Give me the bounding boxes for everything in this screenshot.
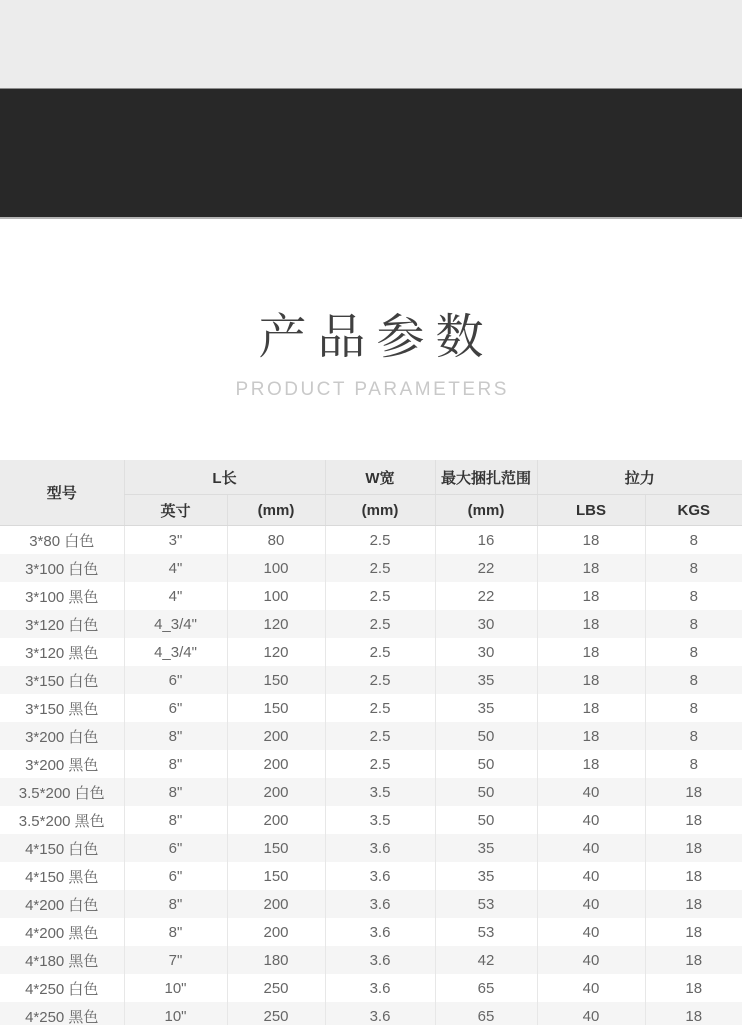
range-mm-cell: 35 — [435, 862, 537, 890]
width-mm-cell: 3.6 — [325, 862, 435, 890]
col-header-range-mm: (mm) — [435, 495, 537, 526]
col-header-width-group: W宽 — [325, 460, 435, 495]
length-inch-cell: 8" — [124, 778, 227, 806]
width-mm-cell: 2.5 — [325, 722, 435, 750]
kgs-cell: 8 — [645, 638, 742, 666]
length-mm-cell: 80 — [227, 526, 325, 555]
model-cell: 3*150 黑色 — [25, 700, 99, 718]
lbs-cell: 18 — [537, 666, 645, 694]
range-mm-cell: 35 — [435, 694, 537, 722]
dark-banner-band — [0, 89, 742, 219]
col-header-inch: 英寸 — [124, 495, 227, 526]
model-cell: 4*180 黑色 — [25, 952, 99, 970]
table-row — [0, 862, 742, 890]
length-inch-cell: 8" — [124, 890, 227, 918]
length-inch-cell: 6" — [124, 694, 227, 722]
model-cell: 3*80 白色 — [29, 532, 95, 550]
page-subtitle: PRODUCT PARAMETERS — [235, 379, 509, 400]
model-cell: 3*120 白色 — [25, 616, 99, 634]
width-mm-cell: 3.6 — [325, 890, 435, 918]
kgs-cell: 8 — [645, 554, 742, 582]
range-mm-cell: 50 — [435, 750, 537, 778]
table-header — [0, 460, 742, 526]
length-inch-cell: 6" — [124, 862, 227, 890]
model-cell: 3.5*200 黑色 — [18, 812, 105, 830]
length-inch-cell: 8" — [124, 722, 227, 750]
range-mm-cell: 22 — [435, 582, 537, 610]
length-mm-cell: 200 — [227, 806, 325, 834]
range-mm-cell: 53 — [435, 890, 537, 918]
lbs-cell: 18 — [537, 610, 645, 638]
page-title: 产品参数 — [258, 311, 495, 364]
col-header-range-group: 最大捆扎范围 — [435, 460, 537, 495]
model-cell: 3*100 黑色 — [25, 588, 99, 606]
length-mm-cell: 250 — [227, 1002, 325, 1025]
length-inch-cell: 4_3/4" — [124, 638, 227, 666]
section-header — [0, 311, 742, 400]
kgs-cell: 18 — [645, 918, 742, 946]
width-mm-cell: 2.5 — [325, 666, 435, 694]
range-mm-cell: 16 — [435, 526, 537, 555]
lbs-cell: 40 — [537, 834, 645, 862]
length-mm-cell: 120 — [227, 610, 325, 638]
length-inch-cell: 8" — [124, 750, 227, 778]
col-header-length-group: L长 — [124, 460, 325, 495]
table-row — [0, 610, 742, 638]
table-row — [0, 834, 742, 862]
width-mm-cell: 2.5 — [325, 582, 435, 610]
model-cell: 3*100 白色 — [25, 560, 99, 578]
kgs-cell: 18 — [645, 834, 742, 862]
col-header-lbs: LBS — [537, 495, 645, 526]
length-mm-cell: 100 — [227, 554, 325, 582]
range-mm-cell: 65 — [435, 1002, 537, 1025]
lbs-cell: 18 — [537, 526, 645, 555]
length-inch-cell: 4" — [124, 582, 227, 610]
width-mm-cell: 2.5 — [325, 610, 435, 638]
table-row — [0, 554, 742, 582]
range-mm-cell: 50 — [435, 722, 537, 750]
range-mm-cell: 53 — [435, 918, 537, 946]
kgs-cell: 8 — [645, 526, 742, 555]
model-cell: 4*250 白色 — [25, 980, 99, 998]
range-mm-cell: 30 — [435, 610, 537, 638]
lbs-cell: 18 — [537, 554, 645, 582]
lbs-cell: 40 — [537, 778, 645, 806]
length-inch-cell: 10" — [124, 974, 227, 1002]
width-mm-cell: 3.6 — [325, 834, 435, 862]
length-mm-cell: 200 — [227, 778, 325, 806]
model-cell: 4*250 黑色 — [25, 1008, 99, 1025]
range-mm-cell: 30 — [435, 638, 537, 666]
top-gray-band — [0, 0, 742, 89]
lbs-cell: 40 — [537, 806, 645, 834]
table-row — [0, 1002, 742, 1025]
width-mm-cell: 2.5 — [325, 694, 435, 722]
table-row — [0, 974, 742, 1002]
kgs-cell: 8 — [645, 666, 742, 694]
table-row — [0, 722, 742, 750]
kgs-cell: 18 — [645, 974, 742, 1002]
lbs-cell: 18 — [537, 750, 645, 778]
kgs-cell: 18 — [645, 890, 742, 918]
table-row — [0, 694, 742, 722]
length-inch-cell: 4" — [124, 554, 227, 582]
col-header-length-mm: (mm) — [227, 495, 325, 526]
length-mm-cell: 250 — [227, 974, 325, 1002]
model-cell: 3*200 白色 — [25, 728, 99, 746]
kgs-cell: 18 — [645, 946, 742, 974]
width-mm-cell: 2.5 — [325, 750, 435, 778]
table-row — [0, 638, 742, 666]
range-mm-cell: 42 — [435, 946, 537, 974]
model-cell: 4*200 白色 — [25, 896, 99, 914]
lbs-cell: 18 — [537, 638, 645, 666]
length-inch-cell: 4_3/4" — [124, 610, 227, 638]
width-mm-cell: 2.5 — [325, 526, 435, 555]
lbs-cell: 18 — [537, 694, 645, 722]
parameters-table — [0, 460, 742, 1025]
table-row — [0, 778, 742, 806]
model-cell: 4*150 白色 — [25, 840, 99, 858]
header-group-row — [0, 460, 742, 495]
kgs-cell: 8 — [645, 694, 742, 722]
width-mm-cell: 2.5 — [325, 554, 435, 582]
kgs-cell: 8 — [645, 610, 742, 638]
col-header-width-mm: (mm) — [325, 495, 435, 526]
width-mm-cell: 2.5 — [325, 638, 435, 666]
lbs-cell: 40 — [537, 862, 645, 890]
lbs-cell: 40 — [537, 946, 645, 974]
length-mm-cell: 200 — [227, 750, 325, 778]
length-inch-cell: 6" — [124, 666, 227, 694]
model-cell: 4*150 黑色 — [25, 868, 99, 886]
length-mm-cell: 200 — [227, 918, 325, 946]
range-mm-cell: 22 — [435, 554, 537, 582]
range-mm-cell: 35 — [435, 834, 537, 862]
length-inch-cell: 8" — [124, 918, 227, 946]
lbs-cell: 40 — [537, 1002, 645, 1025]
width-mm-cell: 3.6 — [325, 918, 435, 946]
kgs-cell: 18 — [645, 862, 742, 890]
lbs-cell: 40 — [537, 918, 645, 946]
length-mm-cell: 200 — [227, 722, 325, 750]
table-row — [0, 806, 742, 834]
length-mm-cell: 150 — [227, 666, 325, 694]
table-body — [0, 526, 742, 1025]
kgs-cell: 18 — [645, 806, 742, 834]
kgs-cell: 18 — [645, 778, 742, 806]
length-inch-cell: 7" — [124, 946, 227, 974]
range-mm-cell: 50 — [435, 806, 537, 834]
lbs-cell: 18 — [537, 722, 645, 750]
width-mm-cell: 3.6 — [325, 974, 435, 1002]
table-row — [0, 666, 742, 694]
col-header-kgs: KGS — [645, 495, 742, 526]
length-inch-cell: 8" — [124, 806, 227, 834]
length-mm-cell: 150 — [227, 834, 325, 862]
table-row — [0, 946, 742, 974]
length-inch-cell: 3" — [124, 526, 227, 555]
model-cell: 3.5*200 白色 — [18, 784, 105, 802]
table-row — [0, 582, 742, 610]
length-mm-cell: 150 — [227, 862, 325, 890]
length-mm-cell: 120 — [227, 638, 325, 666]
lbs-cell: 40 — [537, 890, 645, 918]
lbs-cell: 40 — [537, 974, 645, 1002]
kgs-cell: 8 — [645, 750, 742, 778]
length-inch-cell: 6" — [124, 834, 227, 862]
table-row — [0, 918, 742, 946]
length-mm-cell: 100 — [227, 582, 325, 610]
kgs-cell: 18 — [645, 1002, 742, 1025]
range-mm-cell: 35 — [435, 666, 537, 694]
width-mm-cell: 3.6 — [325, 1002, 435, 1025]
length-mm-cell: 180 — [227, 946, 325, 974]
table-row — [0, 750, 742, 778]
lbs-cell: 18 — [537, 582, 645, 610]
col-header-model: 型号 — [0, 460, 124, 526]
range-mm-cell: 50 — [435, 778, 537, 806]
width-mm-cell: 3.5 — [325, 778, 435, 806]
col-header-tension-group: 拉力 — [537, 460, 742, 495]
kgs-cell: 8 — [645, 582, 742, 610]
width-mm-cell: 3.6 — [325, 946, 435, 974]
length-mm-cell: 200 — [227, 890, 325, 918]
table-row — [0, 526, 742, 555]
table-row — [0, 890, 742, 918]
range-mm-cell: 65 — [435, 974, 537, 1002]
model-cell: 3*200 黑色 — [25, 756, 99, 774]
length-mm-cell: 150 — [227, 694, 325, 722]
model-cell: 3*150 白色 — [25, 672, 99, 690]
model-cell: 3*120 黑色 — [25, 644, 99, 662]
width-mm-cell: 3.5 — [325, 806, 435, 834]
model-cell: 4*200 黑色 — [25, 924, 99, 942]
kgs-cell: 8 — [645, 722, 742, 750]
length-inch-cell: 10" — [124, 1002, 227, 1025]
